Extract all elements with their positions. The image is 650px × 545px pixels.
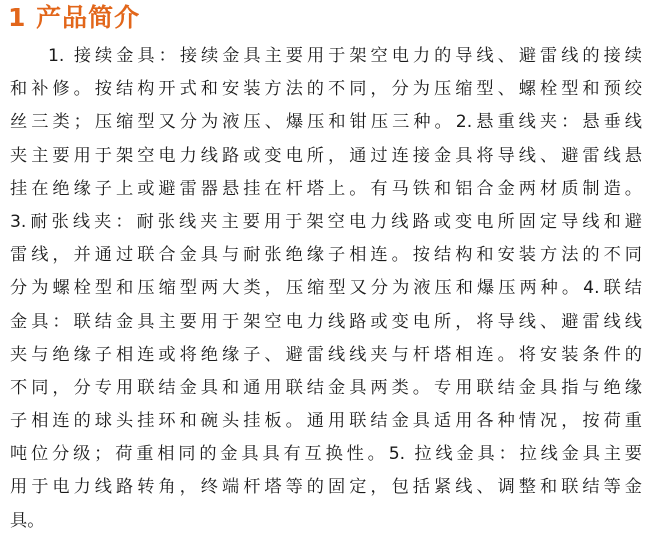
text-line: 具。: [10, 510, 45, 531]
text-line: 夹主要用于架空电力线路或变电所，通过连接金具将导线、避雷线悬: [10, 145, 642, 166]
text-line: 雷线，并通过联合金具与耐张绝缘子相连。按结构和安装方法的不同: [10, 245, 642, 266]
text-line: 不同，分专用联结金具和通用联结金具两类。专用联结金具指与绝缘: [10, 377, 642, 398]
text-line: 和补修。按结构开式和安装方法的不同，分为压缩型、螺栓型和预绞: [10, 79, 642, 100]
section-title: 1 产品简介: [8, 3, 141, 32]
text-line: 1. 接续金具：接续金具主要用于架空电力的导线、避雷线的接续: [48, 46, 642, 66]
text-line: 3.耐张线夹：耐张线夹主要用于架空电力线路或变电所固定导线和避: [10, 211, 642, 232]
text-line: 子相连的球头挂环和碗头挂板。通用联结金具适用各种情况，按荷重: [10, 411, 642, 432]
text-line: 吨位分级；荷重相同的金具具有互换性。5. 拉线金具：拉线金具主要: [10, 444, 642, 465]
text-line: 夹与绝缘子相连或将绝缘子、避雷线线夹与杆塔相连。将安装条件的: [10, 344, 642, 365]
product-intro-paragraph: [10, 40, 642, 538]
text-line: 丝三类；压缩型又分为液压、爆压和钳压三种。2.悬重线夹：悬垂线: [10, 112, 642, 133]
text-line: 挂在绝缘子上或避雷器悬挂在杆塔上。有马铁和铝合金两材质制造。: [10, 178, 642, 199]
text-line: 用于电力线路转角，终端杆塔等的固定，包括紧线、调整和联结等金: [10, 477, 642, 498]
text-line: 金具：联结金具主要用于架空电力线路或变电所，将导线、避雷线线: [10, 311, 642, 332]
text-line: 分为螺栓型和压缩型两大类，压缩型又分为液压和爆压两种。4.联结: [10, 278, 642, 299]
